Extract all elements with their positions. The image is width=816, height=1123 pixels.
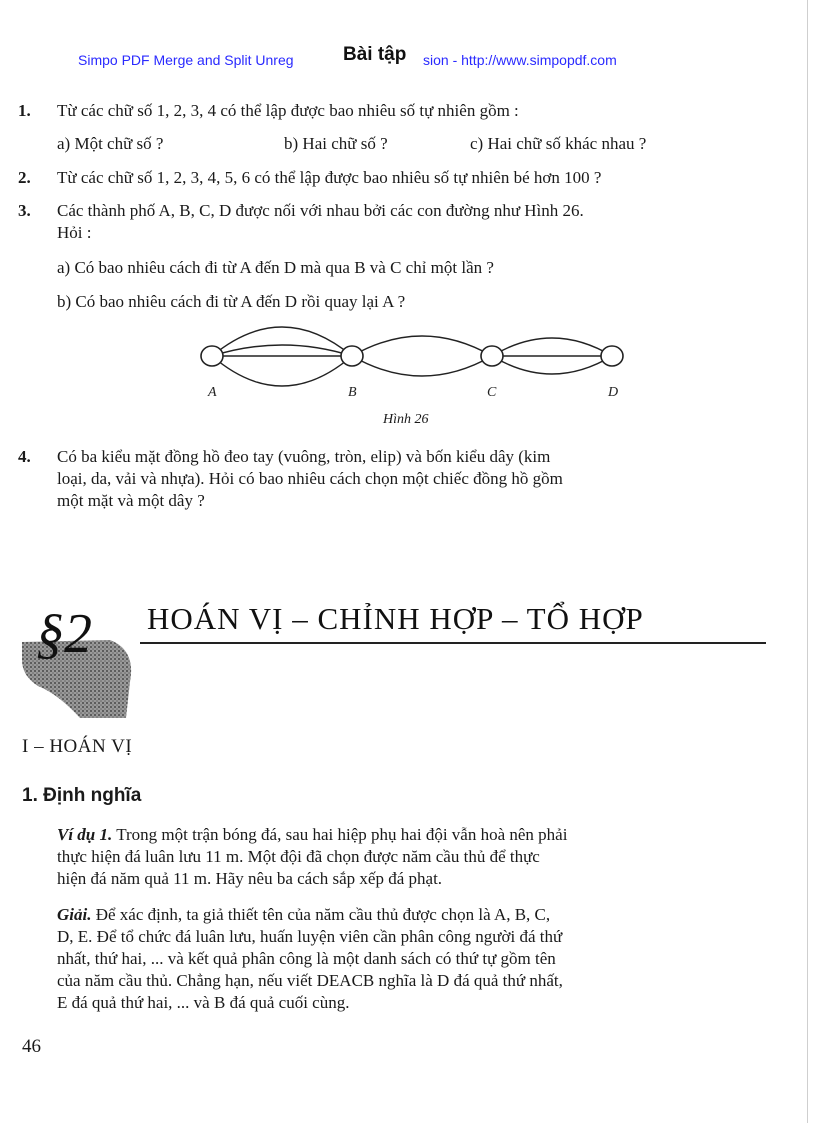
exercise-1-number: 1. <box>18 101 31 120</box>
figure-26-graph <box>190 312 630 412</box>
city-label-c: C <box>487 385 497 400</box>
city-label-d: D <box>608 385 619 400</box>
city-label-b: B <box>348 385 357 400</box>
city-node-a <box>201 346 223 366</box>
example-1-line-1 <box>57 824 770 846</box>
exercise-4-number: 4. <box>18 447 31 466</box>
exercise-3-number: 3. <box>18 201 31 220</box>
exercise-3-line-1: Các thành phố A, B, C, D được nối với nhau bởi các con đường như Hình 26. <box>57 201 584 220</box>
city-node-c <box>481 346 503 366</box>
page-number: 46 <box>22 1036 41 1057</box>
section-emblem-graphic <box>18 590 148 720</box>
exercise-1-option-c: c) Hai chữ số khác nhau ? <box>470 134 647 153</box>
watermark-right: sion - http://www.simpopdf.com <box>423 52 617 68</box>
solution-label: Giải. <box>57 905 92 924</box>
city-label-a: A <box>208 385 217 400</box>
scan-edge-line <box>807 0 808 1123</box>
city-node-d <box>601 346 623 366</box>
figure-caption: Hình 26 <box>383 412 429 427</box>
road-a-b-1 <box>212 327 352 356</box>
exercise-3-line-2: Hỏi : <box>57 223 92 242</box>
watermark-left: Simpo PDF Merge and Split Unreg <box>78 52 294 68</box>
part-1-heading: I – HOÁN VỊ <box>22 736 133 757</box>
exercise-2-text: Từ các chữ số 1, 2, 3, 4, 5, 6 có thể lập được bao nhiêu số tự nhiên bé hơn 100 ? <box>57 168 602 187</box>
section-title: HOÁN VỊ – CHỈNH HỢP – TỔ HỢP <box>147 601 644 636</box>
exercise-1-text: Từ các chữ số 1, 2, 3, 4 có thể lập được bao nhiêu số tự nhiên gồm : <box>57 101 519 120</box>
example-1-line-3: hiện đá năm quả 11 m. Hãy nêu ba cách sắp xếp đá phạt. <box>57 869 443 888</box>
solution-text: Để xác định, ta giả thiết tên của năm cầu thủ được chọn là A, B, C, <box>95 905 551 924</box>
road-b-c-1 <box>352 336 492 356</box>
example-1-line-2: thực hiện đá luân lưu 11 m. Một đội đã chọn được năm cầu thủ để thực <box>57 847 540 866</box>
city-node-b <box>341 346 363 366</box>
road-c-d-1 <box>492 338 612 356</box>
exercise-4-line-3: một mặt và một dây ? <box>57 491 205 510</box>
solution-line-3: nhất, thứ hai, ... và kết quả phân công là một danh sách có thứ tự gồm tên <box>57 949 556 968</box>
road-b-c-2 <box>352 356 492 376</box>
exercise-4-line-2: loại, da, vải và nhựa). Hỏi có bao nhiêu cách chọn một chiếc đồng hồ gồm <box>57 469 563 488</box>
solution-line-2: D, E. Để tổ chức đá luân lưu, huấn luyện viên cần phân công người đá thứ <box>57 927 563 946</box>
exercise-1-option-b: b) Hai chữ số ? <box>284 134 388 153</box>
header-title: Bài tập <box>343 44 407 65</box>
section-title-rule <box>140 642 766 644</box>
road-a-b-4 <box>212 356 352 386</box>
solution-line-5: E đá quả thứ hai, ... và B đá quả cuối cùng. <box>57 993 350 1012</box>
exercise-3-option-a: a) Có bao nhiêu cách đi từ A đến D mà qua B và C chỉ một lần ? <box>57 258 494 277</box>
subsection-1-heading: 1. Định nghĩa <box>22 785 142 806</box>
exercise-2-number: 2. <box>18 168 31 187</box>
example-1-label: Ví dụ 1. <box>57 825 113 844</box>
section-emblem-text: §2 <box>36 603 92 665</box>
road-a-b-2 <box>212 345 352 356</box>
solution-line-4: của năm cầu thủ. Chẳng hạn, nếu viết DEACB nghĩa là D đá quả thứ nhất, <box>57 971 563 990</box>
exercise-4-line-1: Có ba kiểu mặt đồng hồ đeo tay (vuông, tròn, elip) và bốn kiểu dây (kim <box>57 447 551 466</box>
road-c-d-3 <box>492 356 612 374</box>
exercise-1-option-a: a) Một chữ số ? <box>57 134 164 153</box>
example-1-text: Trong một trận bóng đá, sau hai hiệp phụ hai đội vẫn hoà nên phải <box>116 825 568 844</box>
exercise-3-option-b: b) Có bao nhiêu cách đi từ A đến D rồi quay lại A ? <box>57 292 406 311</box>
solution-line-1 <box>57 904 770 926</box>
